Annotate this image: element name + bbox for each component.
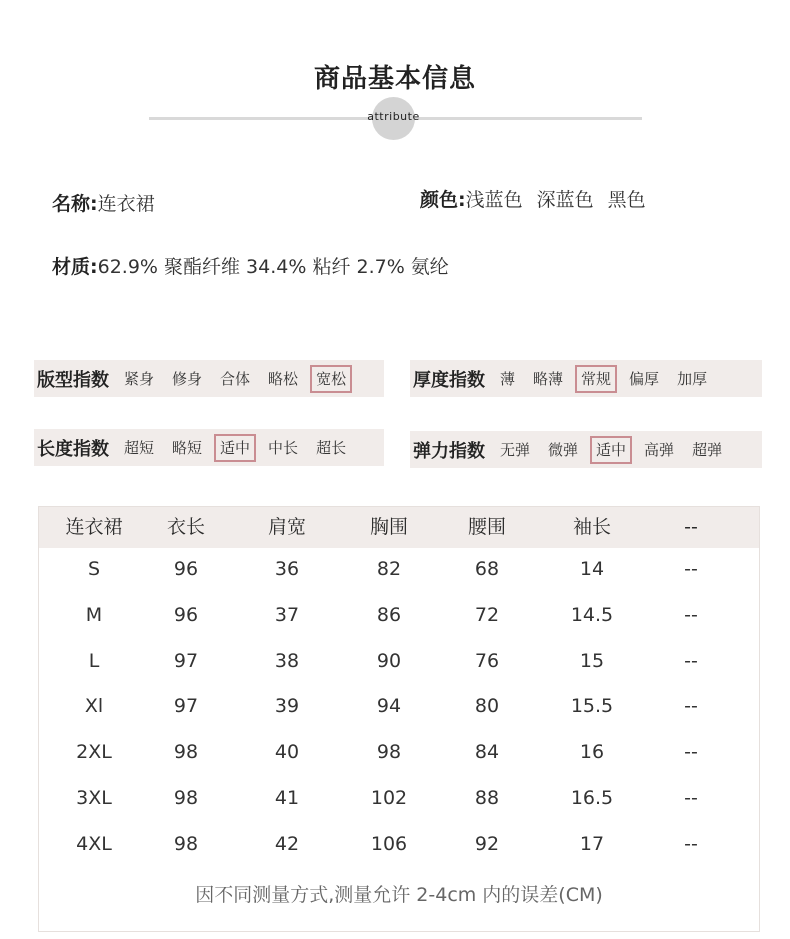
color-option: 深蓝色 [536,189,594,211]
elasticity-index [410,431,762,468]
product-name [52,189,155,216]
length-index-label: 长度指数 [37,438,109,460]
table-cell: 37 [274,604,300,626]
product-colors [420,185,646,212]
table-row [39,778,759,818]
thickness-index [410,360,762,397]
table-cell: 4XL [76,833,112,855]
table-cell: 86 [376,604,402,626]
table-cell: 41 [274,787,300,809]
table-row [39,732,759,772]
table-cell: 15 [579,650,605,672]
table-cell: 2XL [76,741,112,763]
table-row [39,595,759,635]
table-cell: 97 [173,695,199,717]
name-value: 连衣裙 [97,193,155,215]
material-label: 材质: [52,256,98,278]
fit-option: 合体 [220,369,251,388]
elasticity-option: 超弹 [692,440,723,459]
length-index [34,429,384,466]
elasticity-option: 适中 [590,436,632,464]
fit-option: 紧身 [124,369,155,388]
table-cell: 14 [579,558,605,580]
length-option: 略短 [172,438,203,457]
table-cell: 88 [474,787,500,809]
table-cell: 98 [173,833,199,855]
thickness-option: 薄 [500,369,516,388]
length-option: 中长 [268,438,299,457]
product-material [52,252,449,279]
table-cell: 97 [173,650,199,672]
length-option: 适中 [214,434,256,462]
length-option: 超短 [124,438,155,457]
table-cell: -- [684,787,698,809]
column-header: -- [684,516,698,538]
elasticity-option: 高弹 [644,440,675,459]
elasticity-option: 无弹 [500,440,531,459]
length-option: 超长 [316,438,347,457]
column-header: 连衣裙 [65,516,123,538]
column-header: 胸围 [369,516,408,538]
fit-option: 略松 [268,369,299,388]
fit-index [34,360,384,397]
table-cell: 102 [370,787,408,809]
column-header: 腰围 [467,516,506,538]
table-cell: 17 [579,833,605,855]
table-cell: 96 [173,604,199,626]
elasticity-index-label: 弹力指数 [413,440,485,462]
page-subtitle: attribute [367,110,420,123]
table-cell: 106 [370,833,408,855]
table-cell: -- [684,695,698,717]
table-cell: 14.5 [570,604,614,626]
table-row [39,824,759,864]
table-row [39,686,759,726]
table-cell: 98 [173,741,199,763]
page-title: 商品基本信息 [313,64,476,94]
table-cell: -- [684,741,698,763]
fit-option: 宽松 [310,365,352,393]
table-cell: -- [684,558,698,580]
color-option: 黑色 [607,189,646,211]
table-cell: 98 [376,741,402,763]
table-cell: 92 [474,833,500,855]
table-cell: 82 [376,558,402,580]
table-cell: 80 [474,695,500,717]
table-cell: 98 [173,787,199,809]
thickness-option: 常规 [575,365,617,393]
measurement-note: 因不同测量方式,测量允许 2-4cm 内的误差(CM) [195,884,603,906]
table-cell: 3XL [76,787,112,809]
size-table [38,506,760,932]
table-cell: 42 [274,833,300,855]
table-header [39,507,759,548]
column-header: 袖长 [572,516,611,538]
name-label: 名称: [52,193,98,215]
elasticity-option: 微弹 [548,440,579,459]
table-cell: L [88,650,100,672]
table-cell: 90 [376,650,402,672]
table-cell: 39 [274,695,300,717]
thickness-index-label: 厚度指数 [413,369,485,391]
table-cell: 36 [274,558,300,580]
color-label: 颜色: [420,189,466,211]
table-cell: 84 [474,741,500,763]
fit-option: 修身 [172,369,203,388]
table-cell: 76 [474,650,500,672]
table-cell: 94 [376,695,402,717]
material-value: 62.9% 聚酯纤维 34.4% 粘纤 2.7% 氨纶 [97,256,449,278]
table-cell: 38 [274,650,300,672]
table-cell: 68 [474,558,500,580]
table-cell: 96 [173,558,199,580]
fit-index-label: 版型指数 [37,369,109,391]
thickness-option: 略薄 [533,369,564,388]
table-row [39,641,759,681]
table-cell: 16.5 [570,787,614,809]
table-cell: -- [684,650,698,672]
thickness-option: 加厚 [677,369,708,388]
table-cell: 40 [274,741,300,763]
color-option: 浅蓝色 [465,189,523,211]
table-cell: M [85,604,103,626]
table-row [39,549,759,589]
column-header: 衣长 [166,516,205,538]
table-cell: -- [684,604,698,626]
table-cell: 15.5 [570,695,614,717]
table-cell: S [87,558,101,580]
table-cell: 72 [474,604,500,626]
column-header: 肩宽 [267,516,306,538]
table-cell: 16 [579,741,605,763]
table-cell: -- [684,833,698,855]
table-cell: Xl [84,695,104,717]
thickness-option: 偏厚 [629,369,660,388]
